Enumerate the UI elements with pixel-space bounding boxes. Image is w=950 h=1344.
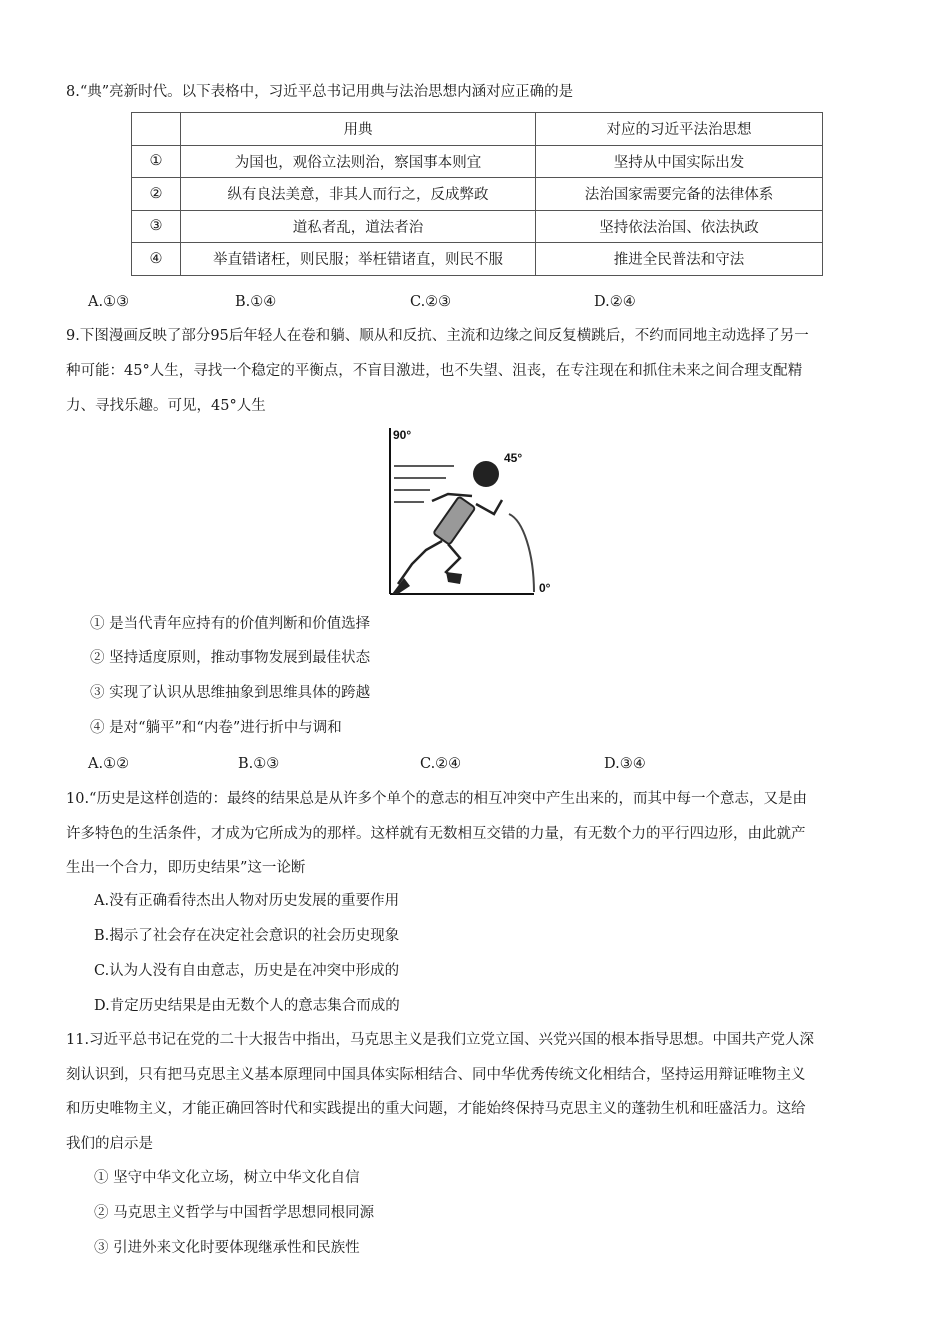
q9-cartoon bbox=[384, 426, 564, 601]
q8-choice-c[interactable]: C.②③ bbox=[410, 294, 452, 310]
q9-stem-line: 种可能：45°人生，寻找一个稳定的平衡点，不盲目激进，也不失望、沮丧，在专注现在和抓住未来之间合理支配精 bbox=[66, 363, 803, 379]
table-header-cell: 用典 bbox=[181, 113, 536, 146]
q9-choice-d[interactable]: D.③④ bbox=[604, 756, 646, 772]
q9-choice-b[interactable]: B.①③ bbox=[238, 756, 280, 772]
q10-choice-a[interactable]: A.没有正确看待杰出人物对历史发展的重要作用 bbox=[94, 893, 400, 909]
q9-choice-c[interactable]: C.②④ bbox=[420, 756, 462, 772]
table-header-row bbox=[132, 113, 823, 146]
q9-option-1: ① 是当代青年应持有的价值判断和价值选择 bbox=[90, 616, 371, 632]
table-cell: 推进全民普法和守法 bbox=[536, 243, 823, 276]
q9-option-3: ③ 实现了认识从思维抽象到思维具体的跨越 bbox=[90, 685, 371, 701]
q10-choice-c[interactable]: C.认为人没有自由意志，历史是在冲突中形成的 bbox=[94, 963, 400, 979]
q9-option-2: ② 坚持适度原则，推动事物发展到最佳状态 bbox=[90, 650, 371, 666]
figure-foot bbox=[446, 572, 462, 584]
q11-stem-line: 刻认识到，只有把马克思主义基本原理同中国具体实际相结合、同中华优秀传统文化相结合，坚持运用辩证唯物主义 bbox=[66, 1067, 806, 1083]
q11-stem-line: 11.习近平总书记在党的二十大报告中指出，马克思主义是我们立党立国、兴党兴国的根本指导思想。中国共产党人深 bbox=[66, 1032, 815, 1048]
q10-stem-line: 10.“历史是这样创造的：最终的结果总是从许多个单个的意志的相互冲突中产生出来的，而其中每一个意志，又是由 bbox=[66, 791, 807, 807]
cartoon-svg bbox=[384, 426, 564, 601]
q9-option-4: ④ 是对“躺平”和“内卷”进行折中与调和 bbox=[90, 720, 342, 736]
q8-choice-b[interactable]: B.①④ bbox=[235, 294, 277, 310]
table-cell: 举直错诸枉，则民服；举枉错诸直，则民不服 bbox=[181, 243, 536, 276]
table-row bbox=[132, 178, 823, 211]
table-row bbox=[132, 210, 823, 243]
table-cell: 坚持依法治国、依法执政 bbox=[536, 210, 823, 243]
table-cell: 为国也，观俗立法则治，察国事本则宜 bbox=[181, 145, 536, 178]
figure-arm-right bbox=[476, 500, 502, 514]
q8-choice-a[interactable]: A.①③ bbox=[88, 294, 130, 310]
table-row bbox=[132, 243, 823, 276]
table-cell: 道私者乱，道法者治 bbox=[181, 210, 536, 243]
figure-leg-back bbox=[398, 541, 442, 584]
q10-choice-b[interactable]: B.揭示了社会存在决定社会意识的社会历史现象 bbox=[94, 928, 400, 944]
q8-table bbox=[131, 112, 823, 276]
q11-option-3: ③ 引进外来文化时要体现继承性和民族性 bbox=[94, 1240, 360, 1256]
label-0: 0° bbox=[539, 581, 551, 595]
q10-stem-line: 许多特色的生活条件，才成为它所成为的那样。这样就有无数相互交错的力量，有无数个力的平行四边形，由此就产 bbox=[66, 826, 806, 842]
table-cell: ③ bbox=[132, 210, 181, 243]
table-cell: 法治国家需要完备的法律体系 bbox=[536, 178, 823, 211]
figure-torso bbox=[433, 496, 475, 544]
q10-choice-d[interactable]: D.肯定历史结果是由无数个人的意志集合而成的 bbox=[94, 998, 400, 1014]
q8-choice-d[interactable]: D.②④ bbox=[594, 294, 636, 310]
label-45: 45° bbox=[504, 451, 523, 465]
q9-choice-a[interactable]: A.①② bbox=[88, 756, 130, 772]
table-cell: ④ bbox=[132, 243, 181, 276]
table-row bbox=[132, 145, 823, 178]
angle-arc bbox=[509, 514, 534, 592]
q11-option-1: ① 坚守中华文化立场，树立中华文化自信 bbox=[94, 1170, 360, 1186]
table-cell: ② bbox=[132, 178, 181, 211]
q10-stem-line: 生出一个合力，即历史结果”这一论断 bbox=[66, 860, 306, 876]
figure-arm-left bbox=[432, 494, 472, 501]
table-cell: ① bbox=[132, 145, 181, 178]
table-cell: 纵有良法美意，非其人而行之，反成弊政 bbox=[181, 178, 536, 211]
q11-option-2: ② 马克思主义哲学与中国哲学思想同根同源 bbox=[94, 1205, 375, 1221]
table-header-cell: 对应的习近平法治思想 bbox=[536, 113, 823, 146]
q9-stem-line: 9.下图漫画反映了部分95后年轻人在卷和躺、顺从和反抗、主流和边缘之间反复横跳后，不约而同地主动选择了另一 bbox=[66, 328, 809, 344]
q11-stem-line: 我们的启示是 bbox=[66, 1136, 153, 1152]
figure-head bbox=[473, 461, 499, 487]
label-90: 90° bbox=[393, 428, 412, 442]
table-cell: 坚持从中国实际出发 bbox=[536, 145, 823, 178]
q11-stem-line: 和历史唯物主义，才能正确回答时代和实践提出的重大问题，才能始终保持马克思主义的蓬勃生机和旺盛活力。这给 bbox=[66, 1101, 806, 1117]
q8-stem: 8.“典”亮新时代。以下表格中，习近平总书记用典与法治思想内涵对应正确的是 bbox=[66, 84, 574, 100]
q9-stem-line: 力、寻找乐趣。可见，45°人生 bbox=[66, 398, 266, 414]
table-header-cell bbox=[132, 113, 181, 146]
